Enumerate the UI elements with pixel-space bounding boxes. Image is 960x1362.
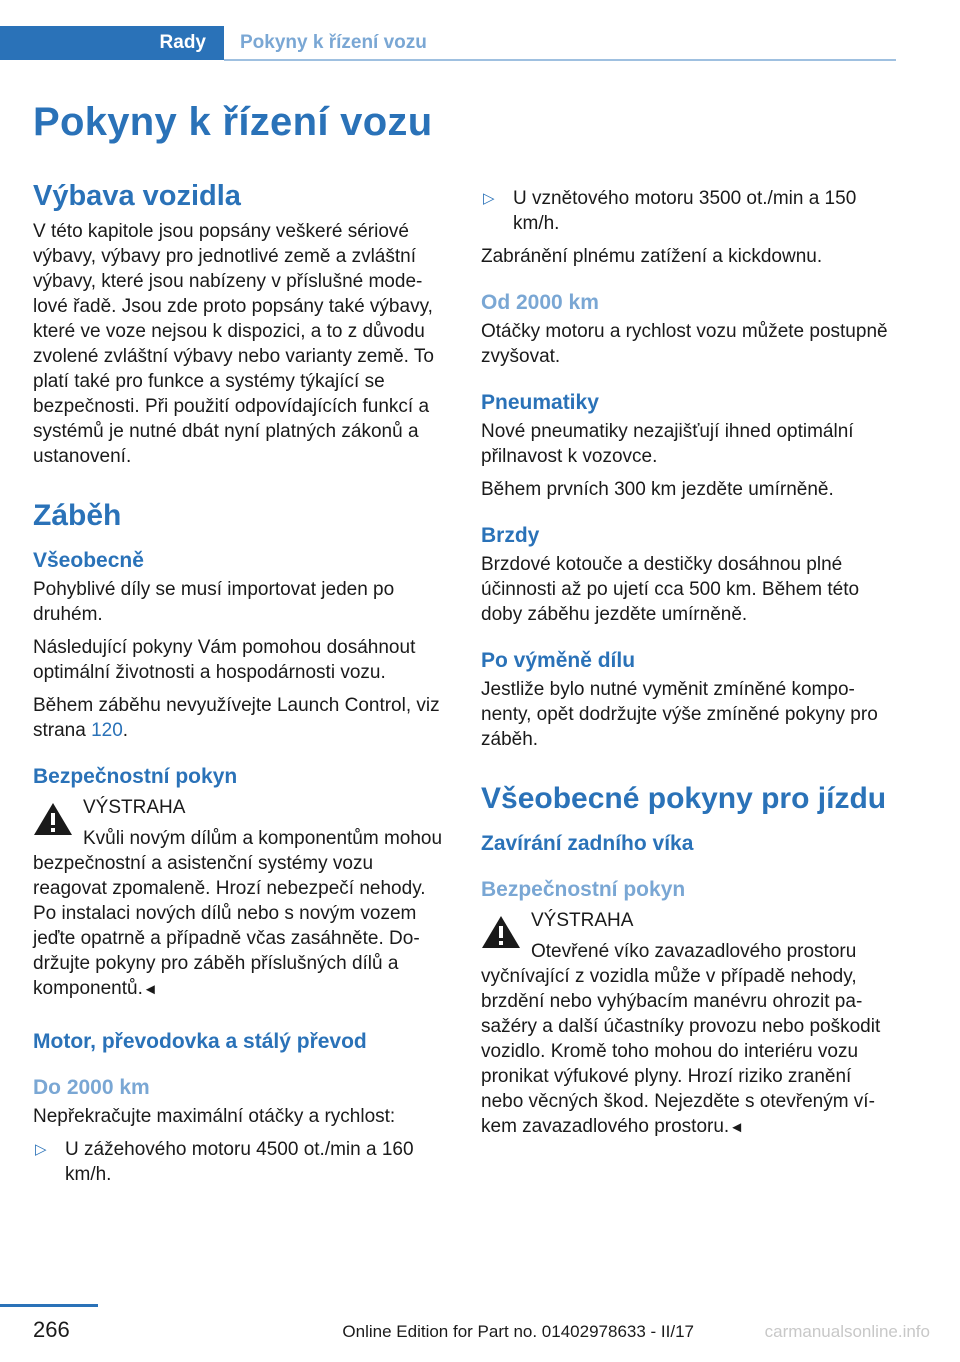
page-title: Pokyny k řízení vozu — [33, 100, 433, 144]
warning-text: Kvůli novým dílům a komponentům mohou bezpečnostní a asistenční systémy vozu reagovat zpomaleně. Hrozí nebezpečí nehody. Po instalaci nových dílů nebo s novým vozem jeďte opatrně a případně včas zasáhněte. Dodržujte pokyny pro záběh příslušných dílů a komponentů.◄ — [33, 828, 443, 999]
heading-motor: Motor, převodovka a stálý převod — [33, 1030, 367, 1053]
paragraph-vybava: V této kapitole jsou popsány veškeré sériové výbavy, výbavy pro jednotlivé země a zvláštní výbavy, které jsou nabízeny v příslušné modelové řadě. Jsou zde proto popsány také výbavy, které ve voze nejsou k dispozici, a to z důvodu zvolené zvláštní výbavy nebo varianty země. To platí také pro funkce a systémy týkající se bezpečnosti. Při použití odpovídajících funkcí a systémů je nutné dbát nyní platných zákonů a ustanovení. — [33, 221, 434, 467]
heading-brzdy: Brzdy — [481, 524, 540, 547]
heading-do-2000: Do 2000 km — [33, 1076, 150, 1099]
heading-vseobecne-pokyny: Všeobecné pokyny pro jízdu — [481, 782, 887, 815]
bullet-list — [481, 186, 895, 236]
heading-zavirani: Zavírání zadního víka — [481, 832, 694, 855]
paragraph-do-2000: Nepřekračujte maximální otáčky a rychlost: — [33, 1106, 396, 1127]
paragraph-vseobecne-2: Následující pokyny Vám pomohou dosáhnout optimální životnosti a hospodárnosti vozu. — [33, 637, 416, 683]
paragraph-zabraneni: Zabránění plnému zatížení a kickdownu. — [481, 246, 823, 267]
heading-pneumatiky: Pneumatiky — [481, 391, 599, 414]
heading-zabeh: Záběh — [33, 499, 122, 532]
warning-block — [33, 795, 447, 1002]
list-item: ▷ U vznětového motoru 3500 ot./min a 150 km/h. — [483, 188, 857, 234]
header-bar — [0, 26, 960, 62]
tab-rady[interactable]: Rady — [0, 26, 224, 60]
header-divider — [224, 59, 896, 61]
triangle-bullet-icon: ▷ — [483, 190, 495, 207]
paragraph-brzdy: Brzdové kotouče a destičky dosáhnou plné účinnosti až po ujetí cca 500 km. Během této doby záběhu jezděte umírněně. — [481, 554, 860, 625]
bullet-list — [33, 1137, 447, 1187]
tab-pokyny[interactable]: Pokyny k řízení vozu — [240, 32, 427, 53]
heading-po-vymene: Po výměně dílu — [481, 649, 636, 672]
footer-divider — [0, 1304, 98, 1307]
watermark-logo: carmanualsonline.info — [764, 1322, 930, 1341]
warning-label: VÝSTRAHA — [83, 797, 186, 818]
warning-text: Otevřené víko zavazadlového prostoru vyčnívající z vozidla může v případě nehody, brzdění nebo vyhýbacím manévru ohrozit pasažéry a další účastníky provozu nebo poškodit vozidlo. Kromě toho mohou do interiéru vozu pronikat výfukové plyny. Hrozí riziko zranění nebo věcných škod. Nejezděte s otevřeným víkem zavazadlového prostoru.◄ — [481, 941, 881, 1137]
heading-bezpecnostni-pokyn: Bezpečnostní pokyn — [33, 765, 238, 788]
list-item: ▷ U zážehového motoru 4500 ot./min a 160 km/h. — [35, 1139, 414, 1185]
end-mark-icon: ◄ — [729, 1119, 745, 1136]
paragraph-pneumatiky-1: Nové pneumatiky nezajišťují ihned optimální přilnavost k vozovce. — [481, 421, 854, 467]
paragraph-vseobecne-1: Pohyblivé díly se musí importovat jeden po druhém. — [33, 579, 395, 625]
warning-triangle-icon — [33, 801, 73, 837]
heading-vybava: Výbava vozidla — [33, 180, 241, 212]
right-column — [481, 180, 895, 1146]
heading-od-2000: Od 2000 km — [481, 291, 599, 314]
warning-label: VÝSTRAHA — [531, 910, 634, 931]
page-link-120[interactable]: 120 — [91, 720, 123, 741]
warning-triangle-icon — [481, 914, 521, 950]
edition-text: Online Edition for Part no. 01402978633 - II/17 — [342, 1322, 694, 1341]
left-column — [33, 180, 447, 1195]
triangle-bullet-icon: ▷ — [35, 1141, 47, 1158]
heading-vseobecne: Všeobecně — [33, 549, 144, 572]
end-mark-icon: ◄ — [142, 981, 158, 998]
page-number: 266 — [33, 1317, 70, 1342]
paragraph-po-vymene: Jestliže bylo nutné vyměnit zmíněné komponenty, opět dodržujte výše zmíněné pokyny pro záběh. — [481, 679, 878, 750]
heading-bezpecnostni-pokyn-2: Bezpečnostní pokyn — [481, 878, 686, 901]
paragraph-pneumatiky-2: Během prvních 300 km jezděte umírněně. — [481, 479, 834, 500]
paragraph-vseobecne-3: Během záběhu nevyužívejte Launch Control, viz strana 120. — [33, 695, 440, 741]
warning-block — [481, 908, 895, 1140]
paragraph-od-2000: Otáčky motoru a rychlost vozu můžete postupně zvyšovat. — [481, 321, 888, 367]
